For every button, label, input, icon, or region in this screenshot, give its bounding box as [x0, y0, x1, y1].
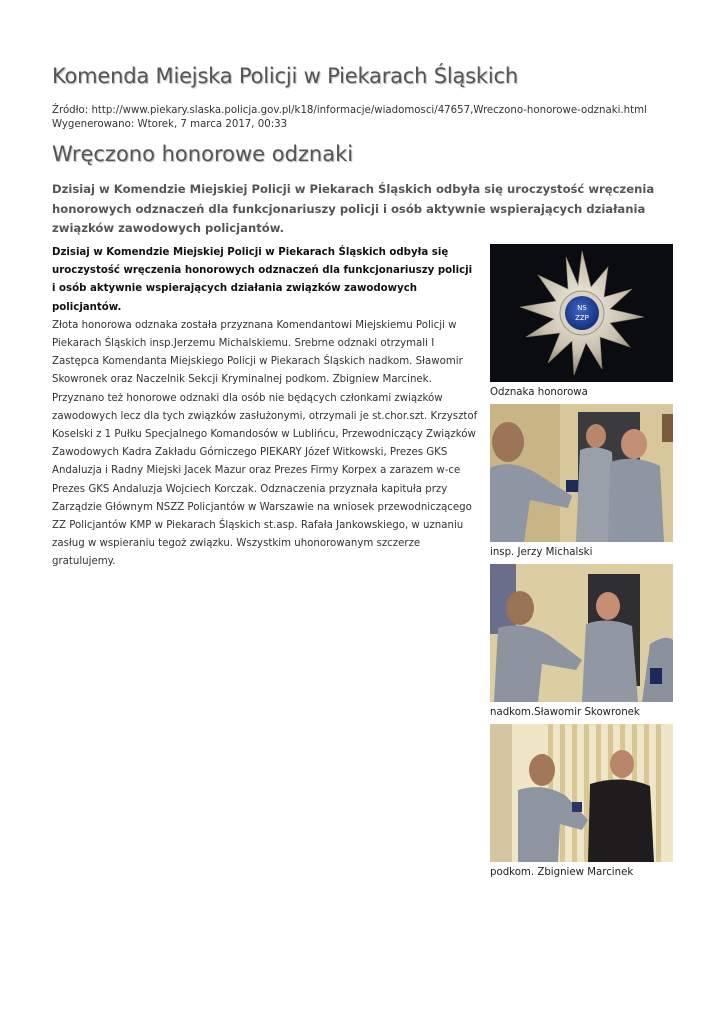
badge-inscription-2: ZZP [575, 314, 589, 322]
ceremony-photo-2[interactable] [490, 564, 673, 702]
article-lead: Dzisiaj w Komendzie Miejskiej Policji w Piekarach Śląskich odbyła się uroczystość wręczenia honorowych odznaczeń dla funkcjonariuszy policji i osób aktywnie wspierających działania związków zawodowych policjantów. [52, 182, 655, 235]
photo-gallery [490, 244, 674, 884]
generated-line: Wygenerowano: Wtorek, 7 marca 2017, 00:33 [52, 119, 288, 130]
meta-info [52, 104, 647, 132]
body-lead-strong: Dzisiaj w Komendzie Miejskiej Policji w Piekarach Śląskich odbyła się uroczystość wręczenia honorowych odznaczeń dla funkcjonariuszy policji i osób aktywnie wspierających działania związków zawodowych policjantów. [52, 247, 473, 313]
photo-caption: Odznaka honorowa [490, 387, 588, 398]
figure-badge [490, 244, 674, 404]
badge-photo[interactable] [490, 244, 673, 382]
figure-michalski [490, 404, 674, 564]
article-title: Wręczono honorowe odznaki [52, 142, 354, 166]
article-body [52, 244, 478, 572]
figure-skowronek [490, 564, 674, 724]
photo-caption: nadkom.Sławomir Skowronek [490, 707, 640, 718]
source-line: Źródło: http://www.piekary.slaska.policja.gov.pl/k18/informacje/wiadomosci/47657,Wreczono-honorowe-odznaki.html [52, 105, 647, 116]
ceremony-image-2 [490, 564, 673, 702]
ceremony-photo-3[interactable] [490, 724, 673, 862]
body-paragraph: Złota honorowa odznaka została przyznana Komendantowi Miejskiemu Policji w Piekarach Śląskich insp.Jerzemu Michalskiemu. Srebrne odznaki otrzymali I Zastępca Komendanta Miejskiego Policji w Piekarach Śląskich nadkom. Sławomir Skowronek oraz Naczelnik Sekcji Kryminalnej podkom. Zbigniew Marcinek. Przyznano też honorowe odznaki dla osób nie będących członkami związków zawodowych lecz dla tych związków zasłużonymi, otrzymali je st.chor.szt. Krzysztof Koselski z 1 Pułku Specjalnego Komandosów w Lublińcu, Przewodniczący Związków Zawodowych Kadra Zakładu Górniczego PIEKARY Józef Witkowski, Prezes GKS Andaluzja i Radny Miejski Jacek Mazur oraz Prezes Firmy Korpex a zarazem w-ce Prezes GKS Andaluzja Wojciech Korczak. Odznaczenia przyznała kapituła przy Zarządzie Głównym NSZZ Policjantów w Warszawie na wniosek przewodniczącego ZZ Policjantów KMP w Piekarach Śląskich st.asp. Rafała Jankowskiego, w uznaniu zasług w wspieraniu tegoż związku. Wszystkim uhonorowanym szczerze gratulujemy. [52, 319, 478, 568]
figure-marcinek [490, 724, 674, 884]
badge-inscription: NS [577, 304, 587, 312]
photo-caption: podkom. Zbigniew Marcinek [490, 867, 634, 878]
site-title: Komenda Miejska Policji w Piekarach Śląskich [52, 64, 518, 88]
photo-caption: insp. Jerzy Michalski [490, 547, 593, 558]
ceremony-photo-1[interactable] [490, 404, 673, 542]
ceremony-image-1 [490, 404, 673, 542]
badge-star-image [490, 244, 673, 382]
ceremony-image-3 [490, 724, 673, 862]
